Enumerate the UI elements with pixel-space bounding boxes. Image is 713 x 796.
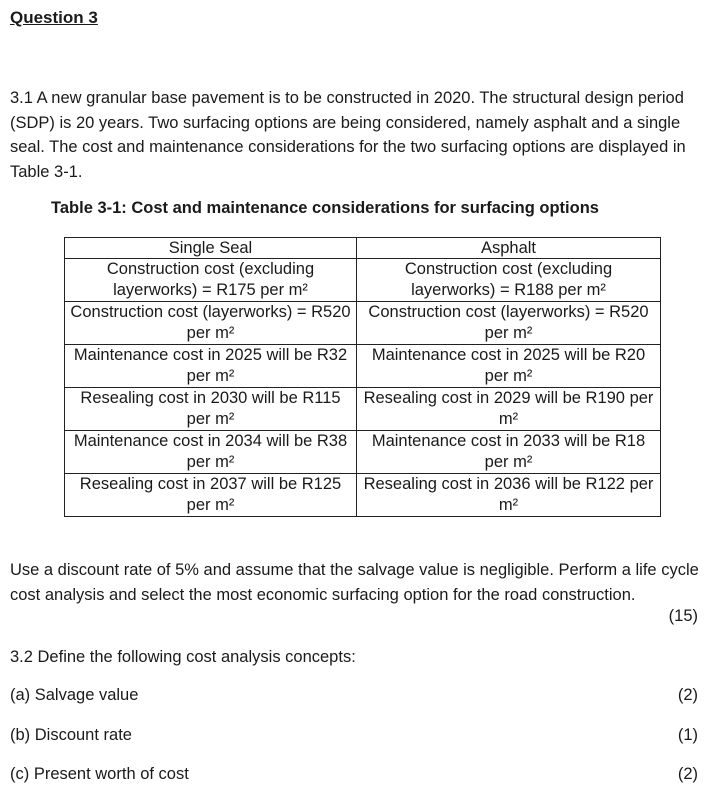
table-cell: Construction cost (layerworks) = R520 per m² <box>65 302 357 345</box>
question-intro: 3.1 A new granular base pavement is to be constructed in 2020. The structural design period (SDP) is 20 years. Two surfacing options are being considered, namely asphalt and a single seal. The cost and maintenance considerations for the two surfacing options are displayed in Table 3-1. <box>10 89 686 181</box>
table-row <box>65 474 661 517</box>
cost-table <box>64 237 661 517</box>
table-row <box>65 345 661 388</box>
table-cell: Construction cost (excluding layerworks) = R175 per m² <box>65 259 357 302</box>
header-asphalt: Asphalt <box>357 238 661 259</box>
table-cell: Resealing cost in 2037 will be R125 per m² <box>65 474 357 517</box>
part-c <box>10 763 698 785</box>
table-row <box>65 259 661 302</box>
part-a <box>10 684 698 706</box>
q32-title <box>10 646 698 668</box>
part-marks: (2) <box>677 765 698 783</box>
table-cell: Maintenance cost in 2025 will be R32 per m² <box>65 345 357 388</box>
table-cell: Maintenance cost in 2034 will be R38 per m² <box>65 431 357 474</box>
part-marks: (1) <box>677 726 698 744</box>
table-cell: Maintenance cost in 2033 will be R18 per m² <box>357 431 661 474</box>
header-single-seal: Single Seal <box>65 238 357 259</box>
table-cell: Resealing cost in 2030 will be R115 per m² <box>65 388 357 431</box>
q32-title-text: 3.2 Define the following cost analysis concepts: <box>10 648 356 666</box>
part-b <box>10 724 698 746</box>
table-header-row <box>65 238 661 259</box>
part-label: (b) Discount rate <box>10 726 132 744</box>
table-cell: Resealing cost in 2036 will be R122 per m² <box>357 474 661 517</box>
question-title: Question 3 <box>10 8 98 27</box>
table-cell: Construction cost (layerworks) = R520 per m² <box>357 302 661 345</box>
instruction-marks: (15) <box>668 607 698 625</box>
table-cell: Resealing cost in 2029 will be R190 per m² <box>357 388 661 431</box>
table-cell: Maintenance cost in 2025 will be R20 per m² <box>357 345 661 388</box>
part-label: (c) Present worth of cost <box>10 765 189 783</box>
table-caption: Table 3-1: Cost and maintenance considerations for surfacing options <box>51 199 599 217</box>
instruction-body: Use a discount rate of 5% and assume that the salvage value is negligible. Perform a life cycle cost analysis and select the most economic surfacing option for the road construction. <box>10 561 699 604</box>
table-row <box>65 302 661 345</box>
table-row <box>65 388 661 431</box>
instruction-text <box>10 558 700 607</box>
part-marks: (2) <box>677 686 698 704</box>
table-row <box>65 431 661 474</box>
table-cell: Construction cost (excluding layerworks) = R188 per m² <box>357 259 661 302</box>
part-label: (a) Salvage value <box>10 686 139 704</box>
